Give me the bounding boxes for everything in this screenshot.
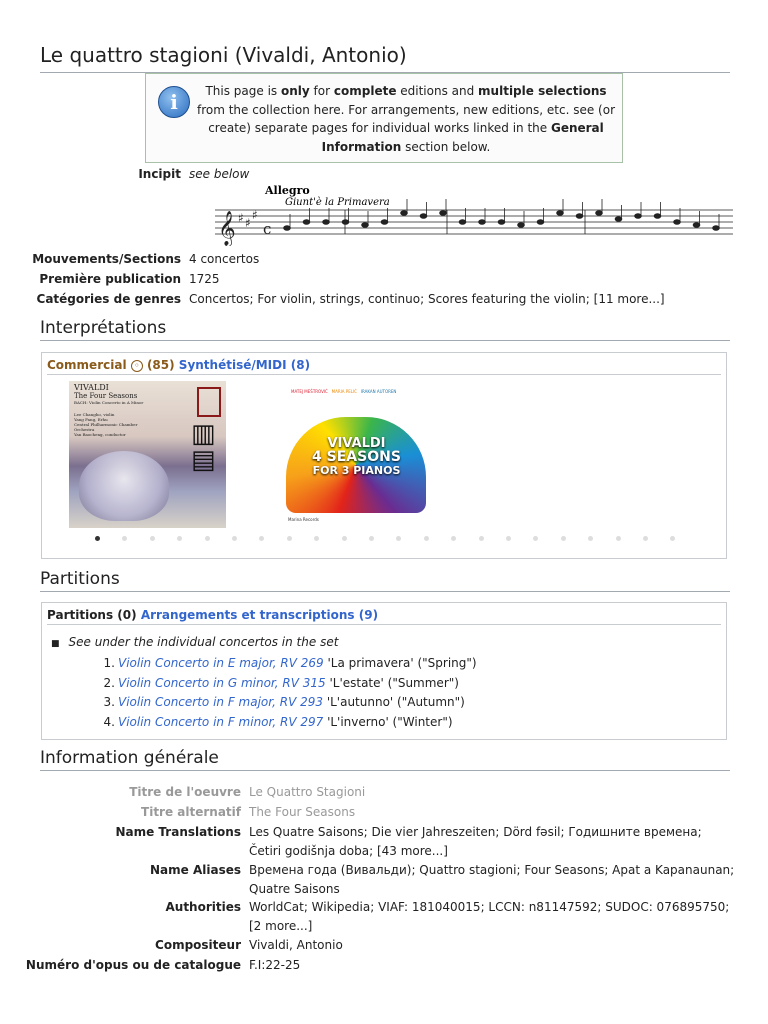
info-value-line: Le Quattro Stagioni bbox=[249, 785, 366, 799]
tab-synthesized-midi[interactable]: Synthétisé/MIDI (8) bbox=[178, 358, 311, 372]
carousel-dots bbox=[42, 536, 728, 546]
svg-text:♯: ♯ bbox=[252, 208, 258, 222]
summary-value[interactable]: Concertos; For violin, strings, continuo; Scores featuring the violin; [11 more...] bbox=[189, 292, 665, 306]
tab-commercial-count: (85) bbox=[146, 358, 175, 372]
notice-part: multiple selections bbox=[478, 84, 607, 98]
carousel-dot[interactable] bbox=[177, 536, 182, 541]
info-value-line: Les Quatre Saisons; Die vier Jahreszeiten; Dörd fəsil; Годишните времена; bbox=[249, 825, 702, 839]
list-item bbox=[97, 654, 477, 674]
incipit-score bbox=[215, 182, 733, 246]
work-link[interactable]: Violin Concerto in F major, RV 293 bbox=[118, 695, 323, 709]
carousel-dot[interactable] bbox=[342, 536, 347, 541]
carousel-dot[interactable] bbox=[232, 536, 237, 541]
list-item bbox=[97, 713, 477, 733]
carousel-dot[interactable] bbox=[643, 536, 648, 541]
carousel-dot[interactable] bbox=[314, 536, 319, 541]
carousel-dot[interactable] bbox=[205, 536, 210, 541]
page-title: Le quattro stagioni (Vivaldi, Antonio) bbox=[40, 40, 730, 73]
info-value bbox=[249, 823, 702, 860]
carousel-dot[interactable] bbox=[451, 536, 456, 541]
scores-lead bbox=[51, 633, 338, 654]
svg-text:♯: ♯ bbox=[238, 211, 244, 225]
cover2-title-a: VIVALDI bbox=[327, 436, 386, 451]
info-value-line: Quatre Saisons bbox=[249, 881, 340, 896]
summary-label: Catégories de genres bbox=[36, 292, 181, 306]
list-number: 1. bbox=[103, 656, 115, 670]
cover1-calligraphy: ▥ ▤ bbox=[191, 419, 216, 475]
info-icon: i bbox=[158, 86, 190, 118]
tab-arrangements[interactable]: Arrangements et transcriptions (9) bbox=[140, 608, 379, 622]
notice-part: General Information bbox=[321, 121, 604, 154]
carousel-dot[interactable] bbox=[588, 536, 593, 541]
work-nickname: 'L'estate' ("Summer") bbox=[325, 675, 459, 690]
cover2-top-2: IRAKAN AUTOREN bbox=[360, 389, 397, 394]
work-nickname: 'L'autunno' ("Autumn") bbox=[323, 695, 465, 709]
info-label: Name Aliases bbox=[150, 863, 241, 877]
info-value-line: [2 more...] bbox=[249, 918, 313, 933]
score-list bbox=[97, 654, 477, 732]
notice-part: only bbox=[281, 84, 310, 98]
work-link[interactable]: Violin Concerto in G minor, RV 315 bbox=[118, 675, 326, 690]
performances-tabs bbox=[47, 356, 721, 375]
scores-tabs bbox=[47, 606, 721, 625]
cover2-top-1: MARIA PELIĆ bbox=[331, 389, 357, 394]
cover1-line-1: The Four Seasons bbox=[74, 392, 138, 400]
carousel-dot[interactable] bbox=[287, 536, 292, 541]
summary-value: 1725 bbox=[189, 272, 220, 286]
info-value-line: Četiri godišnja doba; [43 more...] bbox=[249, 843, 448, 858]
carousel-dot[interactable] bbox=[616, 536, 621, 541]
performances-box bbox=[41, 352, 727, 559]
carousel-dot[interactable] bbox=[533, 536, 538, 541]
info-label: Titre de l'oeuvre bbox=[129, 785, 241, 799]
carousel-dot[interactable] bbox=[396, 536, 401, 541]
section-scores: Partitions bbox=[40, 567, 730, 592]
notice-part: from the collection here. For arrangements, new editions, etc. see (or create) separate pages for individual works linked in the bbox=[196, 102, 616, 135]
carousel-dot[interactable] bbox=[479, 536, 484, 541]
incipit-label: Incipit bbox=[138, 167, 181, 181]
summary-label: Première publication bbox=[39, 272, 181, 286]
bullet-icon: ■ bbox=[51, 639, 60, 649]
info-value-line: Vivaldi, Antonio bbox=[249, 938, 343, 952]
tab-commercial-label: Commercial bbox=[47, 358, 127, 372]
notice-text bbox=[196, 82, 616, 156]
cover2-label: Marina Records bbox=[288, 517, 319, 522]
info-value bbox=[249, 783, 365, 802]
info-value-line: F.I:22-25 bbox=[249, 958, 301, 972]
notice-part: for bbox=[309, 84, 334, 98]
incipit-caption: Giunt'è la Primavera bbox=[285, 197, 390, 208]
notice-part: This page is bbox=[205, 84, 281, 98]
scores-lead-text: See under the individual concertos in the set bbox=[68, 635, 339, 649]
cover2-title-b: 4 SEASONS bbox=[312, 449, 401, 465]
info-value-line: WorldCat; Wikipedia; VIAF: 181040015; LCCN: n81147592; SUDOC: 076895750; bbox=[249, 900, 730, 914]
cover2-top-0: MATEJ MEŠTROVIĆ bbox=[291, 389, 328, 394]
summary-label: Mouvements/Sections bbox=[32, 252, 181, 266]
incipit-tempo: Allegro bbox=[265, 184, 310, 197]
info-value bbox=[249, 861, 734, 898]
commercial-icon: ◦ bbox=[131, 360, 143, 372]
work-link[interactable]: Violin Concerto in E major, RV 269 bbox=[118, 656, 324, 670]
list-item bbox=[97, 674, 477, 694]
cover1-line-2: BACH: Violin Concerto in A Minor bbox=[74, 400, 144, 405]
incipit-value: see below bbox=[189, 167, 250, 181]
info-value bbox=[249, 936, 343, 955]
notice-box bbox=[145, 73, 623, 163]
notice-part: section below. bbox=[401, 139, 491, 154]
cover1-credit-0: Lee Changho, violin bbox=[74, 412, 115, 417]
tab-commercial[interactable] bbox=[47, 358, 175, 372]
carousel-dot[interactable] bbox=[369, 536, 374, 541]
list-number: 4. bbox=[103, 714, 115, 729]
info-label: Name Translations bbox=[115, 825, 241, 839]
svg-text:♯: ♯ bbox=[245, 216, 251, 230]
notice-part: complete bbox=[333, 84, 397, 98]
list-item bbox=[97, 693, 477, 713]
cover1-lotus bbox=[79, 451, 169, 521]
cover2-title-c: FOR 3 PIANOS bbox=[312, 464, 401, 477]
album-cover-1[interactable] bbox=[69, 381, 226, 528]
info-label: Compositeur bbox=[155, 938, 241, 952]
carousel-dot[interactable] bbox=[95, 536, 100, 541]
section-general-info: Information générale bbox=[40, 746, 730, 771]
carousel-dot[interactable] bbox=[122, 536, 127, 541]
cover1-credit-1: Yang Fang, Erhu bbox=[74, 417, 108, 422]
info-label: Numéro d'opus ou de catalogue bbox=[25, 958, 241, 972]
list-number: 2. bbox=[103, 675, 115, 690]
cover1-seal bbox=[197, 387, 221, 417]
work-nickname: 'La primavera' ("Spring") bbox=[323, 656, 477, 670]
carousel-dot[interactable] bbox=[561, 536, 566, 541]
tab-partitions[interactable]: Partitions (0) bbox=[47, 608, 137, 622]
carousel-dot[interactable] bbox=[424, 536, 429, 541]
info-label: Titre alternatif bbox=[141, 805, 241, 819]
info-value bbox=[249, 956, 300, 975]
svg-text:𝄞: 𝄞 bbox=[218, 211, 236, 246]
info-value-line: The Four Seasons bbox=[249, 805, 356, 819]
info-value bbox=[249, 803, 355, 822]
svg-text:c: c bbox=[263, 220, 272, 238]
scores-box bbox=[41, 602, 727, 740]
cover1-line-0: VIVALDI bbox=[74, 383, 109, 392]
work-nickname: 'L'inverno' ("Winter") bbox=[323, 714, 453, 729]
info-value-line: Времена года (Вивальди); Quattro stagioni; Four Seasons; Apat a Kapanaunan; bbox=[249, 863, 735, 877]
work-link[interactable]: Violin Concerto in F minor, RV 297 bbox=[118, 714, 324, 729]
info-value bbox=[249, 898, 729, 935]
info-label: Authorities bbox=[165, 900, 241, 914]
album-cover-2[interactable] bbox=[278, 381, 435, 528]
list-number: 3. bbox=[103, 695, 115, 709]
cover1-credit-2: Central Philharmonic Chamber Orchestra bbox=[74, 422, 138, 432]
carousel-dot[interactable] bbox=[670, 536, 675, 541]
cover1-credit-3: Yan Baocheng, conductor bbox=[74, 432, 126, 437]
summary-value: 4 concertos bbox=[189, 252, 260, 266]
section-performances: Interprétations bbox=[40, 316, 730, 341]
carousel-dot[interactable] bbox=[150, 536, 155, 541]
carousel-dot[interactable] bbox=[506, 536, 511, 541]
notice-part: editions and bbox=[396, 84, 479, 98]
carousel-dot[interactable] bbox=[259, 536, 264, 541]
